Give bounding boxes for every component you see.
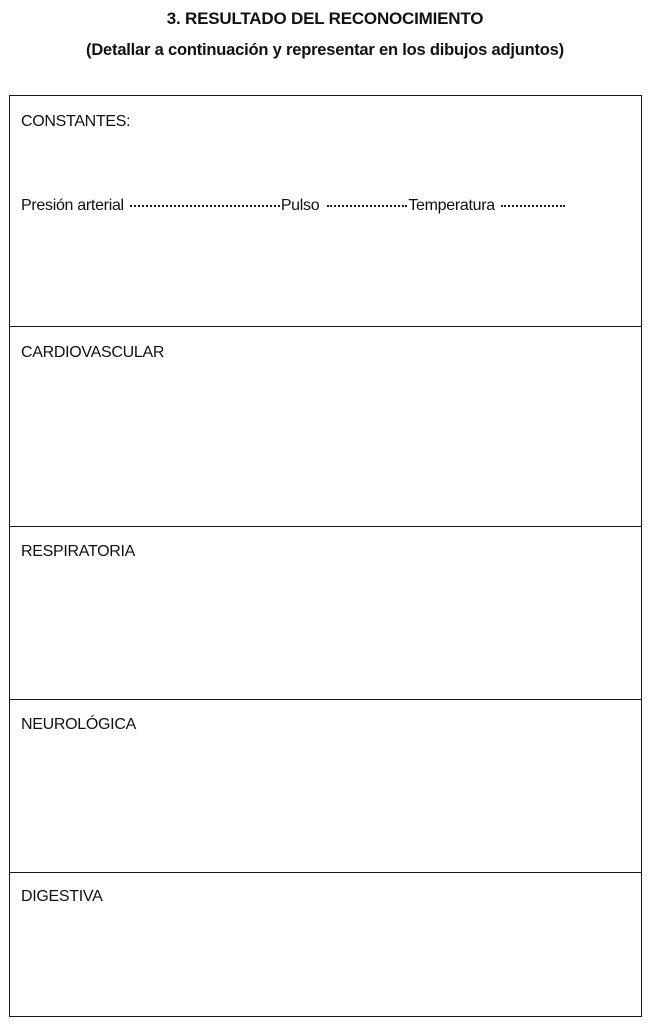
page-title: 3. RESULTADO DEL RECONOCIMIENTO <box>166 9 484 28</box>
blood-pressure-field[interactable] <box>130 205 280 207</box>
pulse-field[interactable] <box>327 205 407 207</box>
section-constantes <box>10 96 641 327</box>
section-digestiva[interactable] <box>10 873 641 1018</box>
section-label-neurologica: NEUROLÓGICA <box>21 716 136 733</box>
temperature-field[interactable] <box>501 205 565 207</box>
vitals-row <box>21 197 633 215</box>
section-label-digestiva: DIGESTIVA <box>21 888 103 905</box>
section-cardiovascular[interactable] <box>10 327 641 527</box>
exam-results-form <box>9 95 642 1017</box>
page-subtitle: (Detallar a continuación y representar en los dibujos adjuntos) <box>86 41 564 59</box>
section-label-cardiovascular: CARDIOVASCULAR <box>21 344 165 361</box>
section-label-constantes: CONSTANTES: <box>21 113 131 130</box>
blood-pressure-label: Presión arterial <box>21 197 124 214</box>
section-label-respiratoria: RESPIRATORIA <box>21 543 136 560</box>
pulse-label: Pulso <box>280 197 320 214</box>
section-respiratoria[interactable] <box>10 527 641 700</box>
section-neurologica[interactable] <box>10 700 641 873</box>
temperature-label: Temperatura <box>408 197 495 214</box>
